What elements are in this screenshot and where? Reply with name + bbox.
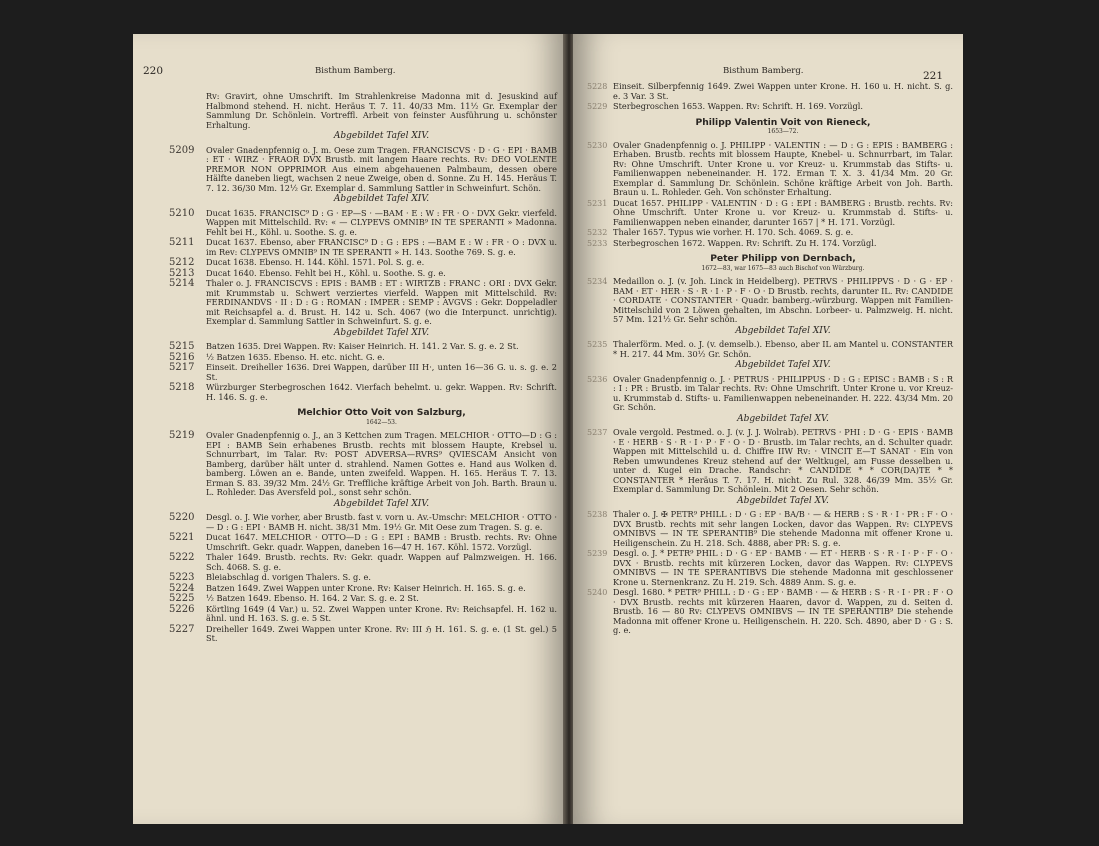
entry-text: Sterbegroschen 1672. Wappen. Rv: Schrift. Zu H. 174. Vorzügl. <box>613 237 877 248</box>
entry-text: Körtling 1649 (4 Var.) u. 52. Zwei Wappen unter Krone. Rv: Reichsapfel. H. 162 u. ähnl. und H. 163. S. g. e. 5 St. <box>206 603 557 623</box>
entry-text: Einseit. Dreiheller 1636. Drei Wappen, darüber III H·, unten 16—36 G. u. s. g. e. 2 St. <box>206 362 557 382</box>
catalog-entry <box>587 510 953 548</box>
plate-reference: Abgebildet Tafel XIV. <box>735 360 831 370</box>
catalog-entry <box>587 82 953 101</box>
entry-text: ½ Batzen 1649. Ebenso. H. 164. 2 Var. S. g. e. 2 St. <box>206 593 419 603</box>
catalog-entry <box>587 375 953 413</box>
lot-number: 5212 <box>169 257 195 268</box>
entry-text: Thaler o. J. FRANCISCVS : EPIS : BAMB : ET : WIRTZB : FRANC : ORI : DVX Gekr. mit Krummstab u. Schwert verziertes vierfeld. Wappen mit Mittelschild. Rv: FERDINANDVS · II : D : G : ROMAN : IMPER : SEMP : AVGVS : Gekr. Doppeladler mit Reichsapfel a. d. Brust. H. 142 u. Sch. 4067 (wo die Interpunct. unrichtig). Exemplar d. Sammlung Sattler in Schweinfurt. S. g. e. <box>206 278 557 326</box>
entry-text: Ducat 1635. FRANCISC⁹ D : G · EP—S · —BAM · E : W : FR · O · DVX Gekr. vierfeld. Wappen mit Mittelschild. Rv: « — CLYPEVS OMNIB⁹ IN TE SPERANTI » Madonna. Fehlt bei H., Köhl. u. Soothe. S. g. e. <box>206 207 557 237</box>
entry-text: Ovaler Gnadenpfennig o. J. PHILIPP · VALENTIN : — D : G : EPIS : BAMBERG : Erhaben. Brustb. rechts mit blossem Haupte, Knebel- u. Schnurrbart, im Talar. Rv: Ohne Umschrift. Unter Krone u. vor Kreuz- u. Krummstab das Stifts- u. Familienwappen nebeneinander. H. 172. Erman T. X. 3. 41/34 Mm. 20 Gr. Exemplar d. Sammlung Dr. Schönlein. Schöne kräftige Arbeit von Joh. Barth. Braun u. L. Rohleder. Geh. Von schönster Erhaltung. <box>613 139 953 197</box>
lot-number: 5209 <box>169 144 195 156</box>
catalog-entry <box>587 141 953 198</box>
entry-text: Einseit. Silberpfennig 1649. Zwei Wappen unter Krone. H. 160 u. H. nicht. S. g. e. 3 Var. 3 St. <box>613 81 953 101</box>
lot-number: 5221 <box>169 532 195 543</box>
catalog-entry <box>587 228 953 238</box>
catalog-entry <box>169 258 557 268</box>
catalog-entry <box>169 431 557 498</box>
page-body <box>169 92 557 645</box>
lot-number: 5231 <box>587 198 608 208</box>
entry-continuation: Rv: Gravirt, ohne Umschrift. Im Strahlenkreise Madonna mit d. Jesuskind auf Halbmond stehend. H. nicht. Heräus T. 7. 11. 40/33 Mm. 11½ Gr. Exemplar der Sammlung Dr. Schönlein. Vortreffl. Arbeit von feinster Ausführung u. schönster Erhaltung. <box>206 91 557 130</box>
plate-reference: Abgebildet Tafel XIV. <box>333 194 430 204</box>
section-heading: Philipp Valentin Voit von Rieneck, <box>695 116 871 128</box>
lot-number: 5217 <box>169 362 195 373</box>
catalog-entry <box>587 588 953 636</box>
entry-text: Thaler 1657. Typus wie vorher. H. 170. Sch. 4069. S. g. e. <box>613 227 854 237</box>
lot-number: 5218 <box>169 382 195 393</box>
catalog-entry <box>169 513 557 532</box>
plate-reference: Abgebildet Tafel XV. <box>737 495 829 506</box>
lot-number: 5239 <box>587 549 608 558</box>
plate-reference: Abgebildet Tafel XV. <box>737 413 829 424</box>
reign-dates: 1653—72. <box>767 128 799 135</box>
catalog-entry <box>169 594 557 604</box>
catalog-entry <box>587 239 953 249</box>
lot-number: 5223 <box>169 572 195 583</box>
lot-number: 5213 <box>169 267 195 279</box>
catalog-entry <box>587 277 953 325</box>
lot-number: 5237 <box>587 428 608 437</box>
catalog-entry <box>169 625 557 644</box>
page-body <box>587 82 953 637</box>
lot-number: 5211 <box>169 237 195 248</box>
catalog-entry <box>169 584 557 594</box>
entry-text: Sterbegroschen 1653. Wappen. Rv: Schrift. H. 169. Vorzügl. <box>613 101 863 111</box>
entry-text: Ovaler Gnadenpfennig o. J., an 3 Kettchen zum Tragen. MELCHIOR · OTTO—D : G : EPI : BAMB Sein erhabenes Brustb. rechts mit blossem Haupte, Krebsel u. Schnurrbart, im Talar. Rv: POST ADVERSA—RVRS⁹ QVIESCAM Ansicht von Bamberg, darüber hält unter d. strahlend. Namen Gottes e. Hand aus Wolken d. bamberg. Löwen an e. Bande, unten zweifeld. Wappen. H. 165. Heräus T. 7. 13. Erman S. 83. 39/32 Mm. 24½ Gr. Treffliche kräftige Arbeit von Joh. Barth. Braun u. L. Rohleder. Das Aversfeld pol., sonst sehr schön. <box>206 430 557 497</box>
running-head: Bisthum Bamberg. <box>315 66 396 76</box>
reign-dates: 1642—53. <box>366 418 397 426</box>
lot-number: 5215 <box>169 341 195 352</box>
running-head: Bisthum Bamberg. <box>723 66 804 76</box>
right-page <box>573 34 963 824</box>
lot-number: 5230 <box>587 140 608 150</box>
catalog-entry <box>587 428 953 495</box>
section-heading: Melchior Otto Voit von Salzburg, <box>297 407 466 418</box>
lot-number: 5227 <box>169 623 195 635</box>
catalog-entry <box>169 146 557 194</box>
catalog-entry <box>169 342 557 352</box>
lot-number: 5216 <box>169 351 195 363</box>
entry-text: Thalerförm. Med. o. J. (v. demselb.). Ebenso, aber IL am Mantel u. CONSTANTER * H. 217. 44 Mm. 30½ Gr. Schön. <box>613 339 953 359</box>
lot-number: 5222 <box>169 552 195 563</box>
left-page <box>133 34 565 824</box>
entry-text: Medaillon o. J. (v. Joh. Linck in Heidelberg). PETRVS · PHILIPPVS · D · G · EP · BAM · ET · HER · S · R · I · P · F · O · D Brustb. rechts, darunter IL. Rv: CANDIDE · CORDATE · CONSTANTER · Quadr. bamberg.-würzburg. Wappen mit Familien-Mittelschild von 2 Löwen gehalten, im Abschn. Lorbeer- u. Palmzweig. H. nicht. 57 Mm. 121½ Gr. Sehr schön. <box>613 276 953 324</box>
entry-text: Ducat 1640. Ebenso. Fehlt bei H., Köhl. u. Soothe. S. g. e. <box>206 267 446 278</box>
lot-number: 5238 <box>587 510 608 519</box>
entry-text: Ducat 1647. MELCHIOR · OTTO—D : G : EPI : BAMB : Brustb. rechts. Rv: Ohne Umschrift. Gekr. quadr. Wappen, daneben 16—47 H. 167. Köhl. 1572. Vorzügl. <box>206 532 557 552</box>
lot-number: 5229 <box>587 102 608 111</box>
catalog-entry <box>169 605 557 624</box>
plate-reference: Abgebildet Tafel XIV. <box>333 498 430 509</box>
entry-text: Ducat 1657. PHILIPP · VALENTIN · D : G : EPI : BAMBERG : Brustb. rechts. Rv: Ohne Umschrift. Unter Krone u. vor Kreuz- u. Krummstab d. Stifts- u. Familienwappen neben einander, darunter 1657 | * H. 171. Vorzügl. <box>613 197 953 227</box>
entry-text: ½ Batzen 1635. Ebenso. H. etc. nicht. G. e. <box>206 351 385 362</box>
lot-number: 5214 <box>169 278 195 289</box>
lot-number: 5210 <box>169 207 195 219</box>
catalog-entry <box>169 573 557 583</box>
entry-text: Ducat 1637. Ebenso, aber FRANCISC⁹ D : G : EPS : —BAM E : W : FR · O : DVX u. im Rev: CLYPEVS OMNIB⁹ IN TE SPERANTI » H. 143. Soothe 769. S. g. e. <box>206 237 557 257</box>
lot-number: 5225 <box>169 593 195 604</box>
entry-text: Batzen 1649. Zwei Wappen unter Krone. Rv: Kaiser Heinrich. H. 165. S. g. e. <box>206 582 526 593</box>
catalog-entry <box>169 353 557 363</box>
lot-number: 5232 <box>587 228 608 237</box>
catalog-entry <box>169 383 557 402</box>
lot-number: 5226 <box>169 603 195 615</box>
page-number: 220 <box>143 65 164 77</box>
entry-text: Dreiheller 1649. Zwei Wappen unter Krone. Rv: III ℌ H. 161. S. g. e. (1 St. gel.) 5 St. <box>206 623 557 643</box>
entry-text: Ovaler Gnadenpfennig o. J. · PETRUS · PHILIPPUS · D : G : EPISC : BAMB : S : R : I : PR : Brustb. im Talar rechts. Rv: Ohne Umschrift. Unter Krone u. vor Kreuz- u. Krummstab d. Stifts- u. Familienwappen nebeneinander. H. 222. 43/34 Mm. 20 Gr. Schön. <box>613 373 953 412</box>
lot-number: 5220 <box>169 512 195 523</box>
plate-reference: Abgebildet Tafel XIV. <box>333 131 430 141</box>
catalog-entry <box>169 363 557 382</box>
entry-text: Thaler o. J. ✠ PETR⁹ PHILL : D · G : EP · BA∕B · — & HERB : S · R · I · PR : F · O · DVX Brustb. rechts mit sehr langen Locken, davor das Wappen. Rv: CLYPEVS OMNIBVS — IN TE SPERANTIB⁹ Die stehende Madonna mit offener Krone u. Heiligenschein. Zu H. 218. Sch. 4888, aber PR: S. g. e. <box>613 509 953 548</box>
entry-text: Ovale vergold. Pestmed. o. J. (v. J. J. Wolrab). PETRVS · PHI : D · G · EPIS · BAMB · E · HERB · S · R · I · P · F · O · D · Brustb. im Talar rechts, an d. Schulter quadr. Wappen mit Mittelschild u. d. Chiffre IIW Rv: · VINCIT E—T SANAT · Ein von Reben umwundenes Kreuz stehend auf der Weltkugel, am Fusse desselben u. unter d. Kugel ein Drache. Randschr: * CANDIDE * * COR(DA)TE * * CONSTANTER * Heräus T. 7. 17. H. nicht. Zu Rul. 328. 46/39 Mm. 35½ Gr. Exemplar d. Sammlung Dr. Schönlein. Mit 2 Oesen. Sehr schön. <box>613 427 953 494</box>
page-number: 221 <box>923 70 944 82</box>
catalog-entry <box>587 102 953 112</box>
entry-text: Desgl. 1680. * PETR⁹ PHILL : D · G : EP · BAMB · — & HERB : S · R · I · PR : F · O · DVX Brustb. rechts mit kürzeren Haaren, davor d. Wappen, zu d. Seiten d. Brustb. 16 — 80 Rv: CLYPEVS OMNIBVS — IN TE SPERANTIB⁹ Die stehende Madonna mit offener Krone u. Heiligenschein. H. 220. Sch. 4890, aber D · G : S. g. e. <box>613 587 953 635</box>
lot-number: 5233 <box>587 238 608 248</box>
lot-number: 5228 <box>587 82 608 91</box>
entry-text: Desgl. o. J. Wie vorher, aber Brustb. fast v. vorn u. Av.-Umschr: MELCHIOR · OTTO · — D : G : EPI · BAMB H. nicht. 38/31 Mm. 19½ Gr. Mit Oese zum Tragen. S. g. e. <box>206 512 557 532</box>
catalog-entry <box>169 533 557 552</box>
reign-dates: 1672—83, war 1675—83 auch Bischof von Würzburg. <box>701 264 865 272</box>
entry-text: Ducat 1638. Ebenso. H. 144. Köhl. 1571. Pol. S. g. e. <box>206 257 425 267</box>
lot-number: 5240 <box>587 588 608 597</box>
entry-text: Würzburger Sterbegroschen 1642. Vierfach behelmt. u. gekr. Wappen. Rv: Schrift. H. 146. S. g. e. <box>206 382 557 402</box>
entry-text: Ovaler Gnadenpfennig o. J. m. Oese zum Tragen. FRANCISCVS · D · G · EPI · BAMB : ET · WIRZ · FRAOR DVX Brustb. mit langem Haare rechts. Rv: DEO VOLENTE PREMOR NON OPPRIMOR Aus einem abgehauenen Palmbaum, dessen obere Hälfte daneben liegt, wachsen 2 neue Zweige, oben d. Sonne. Zu H. 145. Heräus T. 7. 12. 36/30 Mm. 12½ Gr. Exemplar d. Sammlung Sattler in Schweinfurt. Schön. <box>206 144 557 193</box>
lot-number: 5219 <box>169 430 195 441</box>
catalog-entry <box>169 553 557 572</box>
catalog-entry <box>587 549 953 587</box>
catalog-entry <box>587 199 953 228</box>
catalog-entry <box>169 209 557 238</box>
lot-number: 5224 <box>169 582 195 594</box>
catalog-entry <box>587 340 953 359</box>
plate-reference: Abgebildet Tafel XIV. <box>735 325 831 336</box>
lot-number: 5236 <box>587 374 608 384</box>
entry-text: Thaler 1649. Brustb. rechts. Rv: Gekr. quadr. Wappen auf Palmzweigen. H. 166. Sch. 4068. S. g. e. <box>206 552 557 572</box>
entry-text: Bleiabschlag d. vorigen Thalers. S. g. e. <box>206 572 371 582</box>
plate-reference: Abgebildet Tafel XIV. <box>333 327 430 338</box>
catalog-entry <box>169 279 557 327</box>
lot-number: 5235 <box>587 340 608 349</box>
catalog-entry <box>169 269 557 279</box>
catalog-entry <box>169 238 557 257</box>
entry-text: Batzen 1635. Drei Wappen. Rv: Kaiser Heinrich. H. 141. 2 Var. S. g. e. 2 St. <box>206 341 519 351</box>
section-heading: Peter Philipp von Dernbach, <box>710 253 856 264</box>
lot-number: 5234 <box>587 277 608 286</box>
entry-text: Desgl. o. J. * PETR⁹ PHIL : D · G · EP · BAMB · — ET · HERB · S · R · I · P · F · O · DVX · Brustb. rechts mit kürzeren Locken, davor das Wappen. Rv: CLYPEVS OMNIBVS — IN TE SPERANTIBVS Die stehende Madonna mit geschlossener Krone u. Sternenkranz. Zu H. 219. Sch. 4889 Anm. S. g. e. <box>613 548 953 587</box>
